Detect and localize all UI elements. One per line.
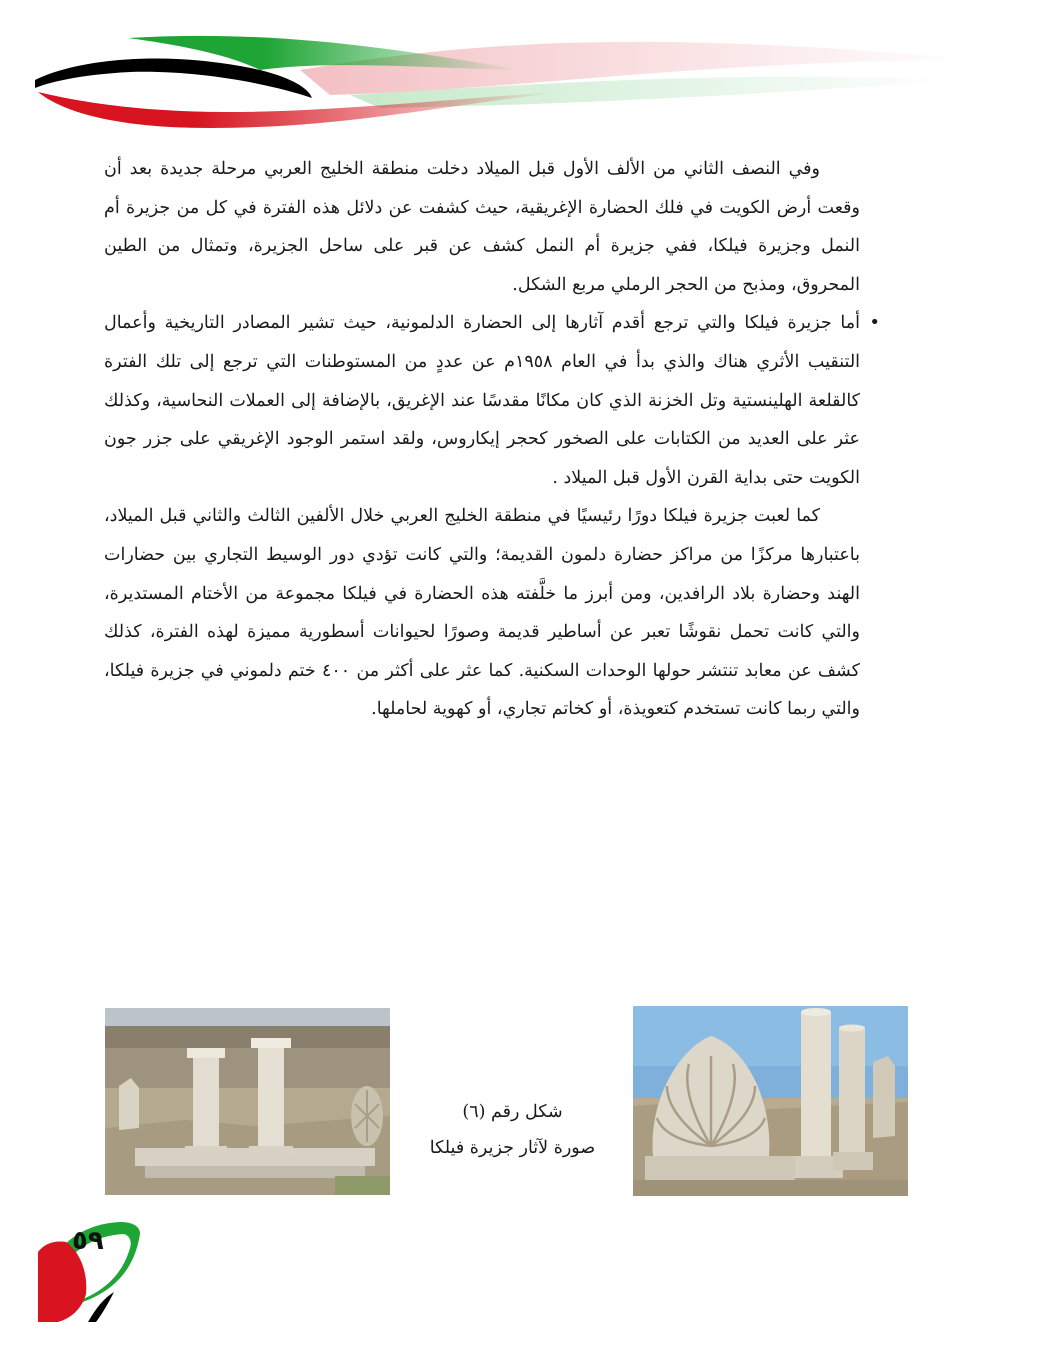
paragraph-failaka-text: أما جزيرة فيلكا والتي ترجع أقدم آثارها إلى الحضارة الدلمونية، حيث تشير المصادر التاريخية وأعمال التنقيب الأثري هناك والذي بدأ في العام ١٩٥٨م عن عددٍ من المستوطنات التي ترجع إلى تلك الفترة كالقلعة الهلينستية وتل الخزنة الذي كان مكانًا مقدسًا عند الإغريق، بالإضافة إلى العملات النحاسية، وكذلك عثر على العديد من الكتابات على الصخور كحجر إيكاروس، ولقد استمر الوجود الإغريقي على جزر جون الكويت حتى بداية القرن الأول قبل الميلاد . xyxy=(104,313,861,488)
figure-title: صورة لآثار جزيرة فيلكا xyxy=(429,1138,596,1158)
paragraph-failaka-bullet xyxy=(104,304,880,497)
header-flag-swoosh xyxy=(0,0,1062,140)
article-body xyxy=(104,150,880,729)
paragraph-dilmun: كما لعبت جزيرة فيلكا دورًا رئيسيًا في منطقة الخليج العربي خلال الألفين الثالث والثاني قبل الميلاد، باعتبارها مركزًا من مراكز حضارة دلمون القديمة؛ والتي كانت تؤدي دور الوسيط التجاري بين حضارات الهند وحضارة بلاد الرافدين، ومن أبرز ما خلَّفته هذه الحضارة في فيلكا مجموعة من الأختام المستديرة، والتي كانت تحمل نقوشًا تعبر عن أساطير قديمة وصورًا لحيوانات أسطورية مميزة لهذه الفترة، كذلك كشف عن معابد تنتشر حولها الوحدات السكنية. كما عثر على أكثر من ٤٠٠ ختم دلموني في جزيرة فيلكا، والتي ربما كانت تستخدم كتعويذة، أو كخاتم تجاري، أو كهوية لحاملها. xyxy=(104,506,860,720)
anthemion-stone-photo xyxy=(633,1006,908,1196)
page-number: ٥٩ xyxy=(72,1226,104,1256)
figure-number: شكل رقم (٦) xyxy=(462,1102,563,1122)
ruins-columns-photo xyxy=(105,1008,390,1195)
bullet-marker: • xyxy=(869,312,880,334)
paragraph-greek-era: وفي النصف الثاني من الألف الأول قبل الميلاد دخلت منطقة الخليج العربي مرحلة جديدة بعد أن وقعت أرض الكويت في فلك الحضارة الإغريقية، حيث كشفت عن دلائل هذه الفترة في كل من جزيرة أم النمل وجزيرة فيلكا، ففي جزيرة أم النمل كشف عن قبر على ساحل الجزيرة، وتمثال من الطين المحروق، ومذبح من الحجر الرملي مربع الشكل. xyxy=(104,159,860,295)
figure-caption xyxy=(410,1094,615,1166)
